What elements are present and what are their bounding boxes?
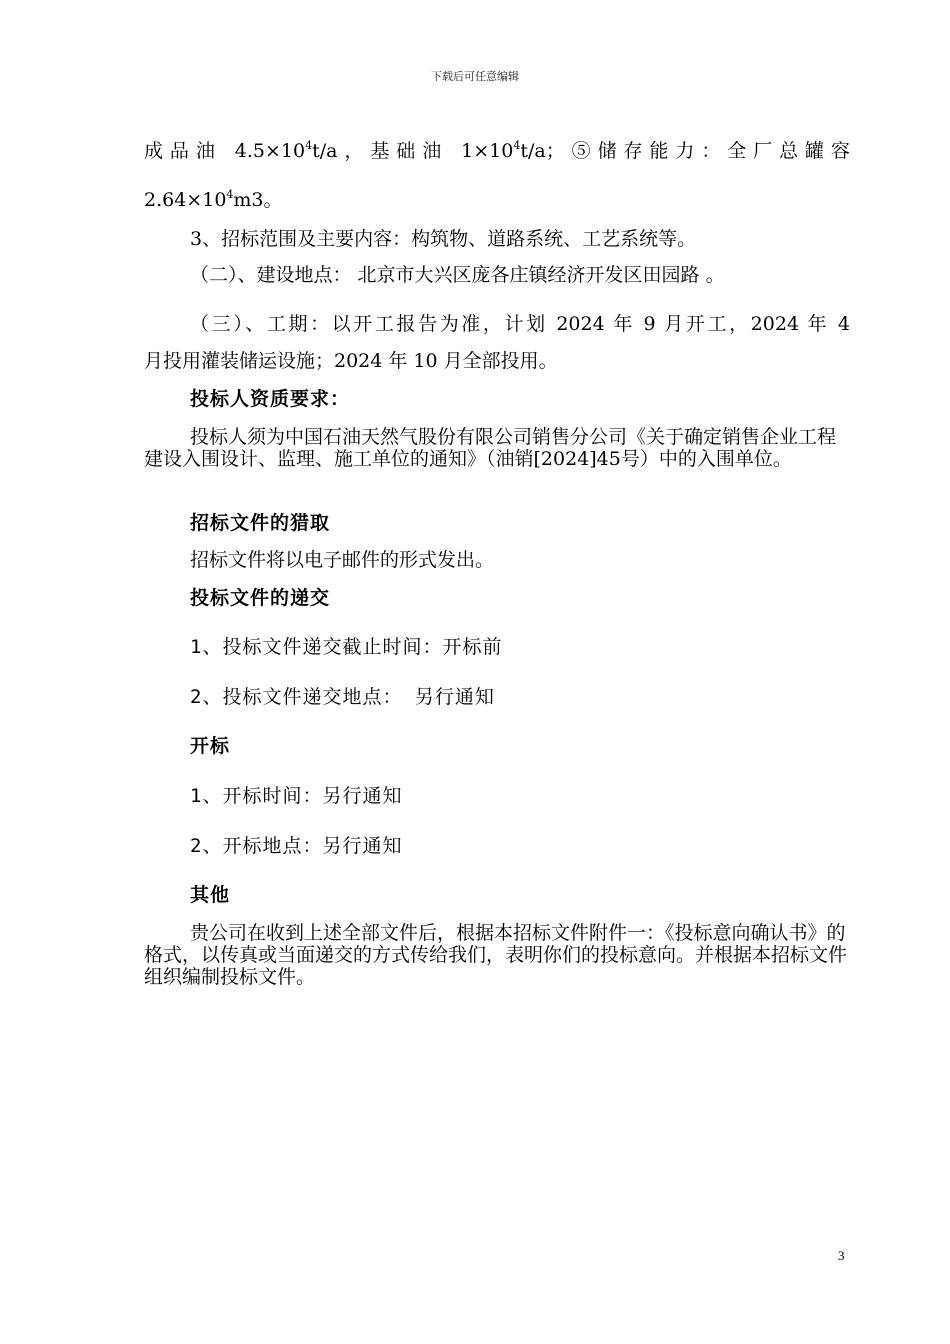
heading-obtain: 招标文件的猎取 [190, 512, 331, 534]
paragraph-capacity: 成品油 $4.5\times 10^4t/a$，基础油 $1\times 10^4t/a$；⑤储存能力：全厂总罐容 [144, 139, 850, 162]
heading-opening: 开标 [190, 735, 231, 757]
paragraph-qualification: 投标人须为中国石油天然气股份有限公司销售分公司《关于确定销售企业工程建设入围设计、监理、施工单位的通知》（油销[2024]45号）中的入围单位。 [144, 426, 837, 470]
heading-other: 其他 [190, 884, 231, 906]
paragraph-capacity-cont: $2.64\times 10^4m3$。 [144, 188, 283, 211]
page-header: 下载后可任意编辑 [431, 70, 519, 83]
paragraph-submit-deadline: 1、投标文件递交截止时间：开标前 [190, 636, 503, 658]
paragraph-submit-location: 2、投标文件递交地点： 另行通知 [190, 686, 495, 708]
paragraph-location: （二）、建设地点： 北京市大兴区庞各庄镇经济开发区田园路 。 [190, 264, 725, 286]
paragraph-scope: 3、招标范围及主要内容：构筑物、道路系统、工艺系统等。 [190, 228, 697, 250]
paragraph-opening-time: 1、开标时间：另行通知 [190, 785, 403, 807]
heading-submit: 投标文件的递交 [190, 587, 331, 609]
heading-qualification: 投标人资质要求： [190, 388, 351, 410]
paragraph-schedule-cont: 月投用灌装储运设施；2024 年 10 月全部投用。 [144, 350, 558, 372]
page-number: 3 [838, 1248, 845, 1263]
paragraph-opening-location: 2、开标地点：另行通知 [190, 835, 403, 857]
paragraph-other: 贵公司在收到上述全部文件后，根据本招标文件附件一：《投标意向确认书》的格式，以传真或当面递交的方式传给我们，表明你们的投标意向。并根据本招标文件组织编制投标文件。 [144, 922, 848, 988]
paragraph-obtain: 招标文件将以电子邮件的形式发出。 [190, 549, 495, 571]
paragraph-schedule: （三）、工期：以开工报告为准，计划 2024 年 9 月开工，2024 年 4 [190, 313, 850, 335]
